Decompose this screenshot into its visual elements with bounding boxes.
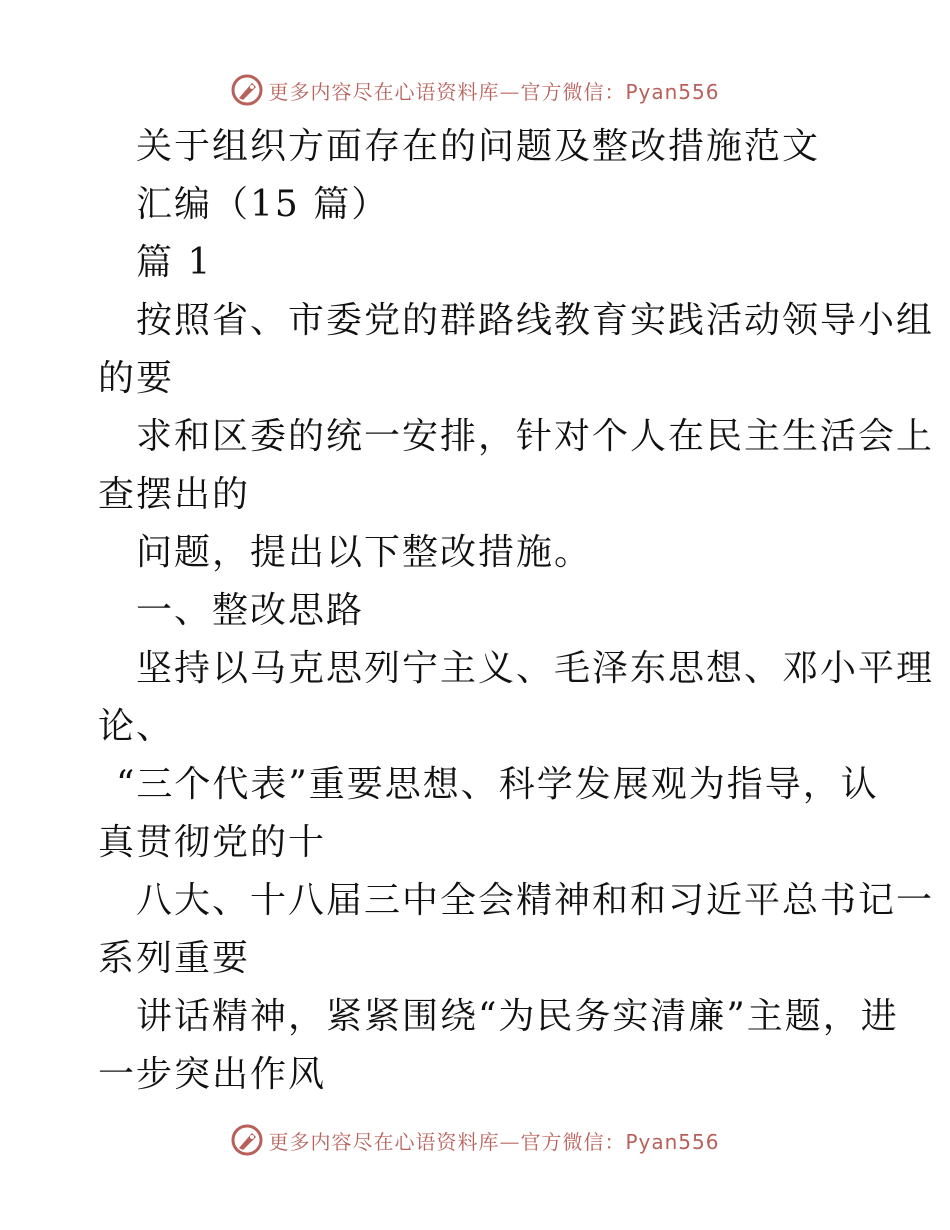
watermark-separator: — <box>499 1129 521 1154</box>
doc-title-line-2: 汇编（15 篇） <box>136 184 390 225</box>
pen-nib-logo-icon <box>230 1123 264 1157</box>
watermark-text <box>268 1126 719 1155</box>
subsection-heading: 一、整改思路 <box>136 590 365 631</box>
pen-nib-logo-icon <box>230 73 264 107</box>
section-heading: 篇 1 <box>136 242 213 283</box>
paragraph-line: 坚持以马克思列宁主义、毛泽东思想、邓小平理 <box>136 648 935 689</box>
paragraph-line: 论、 <box>98 706 175 747</box>
paragraph-line: “三个代表”重要思想、科学发展观为指导，认 <box>116 764 879 805</box>
paragraph-line: 八大、十八届三中全会精神和和习近平总书记一 <box>136 880 935 921</box>
paragraph-line: 真贯彻党的十 <box>98 822 327 863</box>
document-body <box>98 118 935 1104</box>
paragraph-line: 讲话精神，紧紧围绕“为民务实清廉”主题，进 <box>136 996 899 1037</box>
watermark-wechat: 官方微信：Pyan556 <box>520 1129 720 1154</box>
paragraph-line: 的要 <box>98 358 175 399</box>
paragraph-line: 按照省、市委党的群路线教育实践活动领导小组 <box>136 300 935 341</box>
paragraph-line: 系列重要 <box>98 938 251 979</box>
paragraph-line: 问题，提出以下整改措施。 <box>136 532 593 573</box>
footer-watermark <box>0 1120 950 1160</box>
watermark-text <box>268 76 719 105</box>
watermark-wechat: 官方微信：Pyan556 <box>520 79 720 104</box>
watermark-site: 更多内容尽在心语资料库 <box>268 1129 500 1154</box>
paragraph-line: 查摆出的 <box>98 474 251 515</box>
header-watermark <box>0 70 950 110</box>
paragraph-line: 一步突出作风 <box>98 1054 327 1095</box>
watermark-site: 更多内容尽在心语资料库 <box>268 79 500 104</box>
watermark-separator: — <box>499 79 521 104</box>
paragraph-line: 求和区委的统一安排，针对个人在民主生活会上 <box>136 416 935 457</box>
doc-title-line-1: 关于组织方面存在的问题及整改措施范文 <box>136 126 821 167</box>
